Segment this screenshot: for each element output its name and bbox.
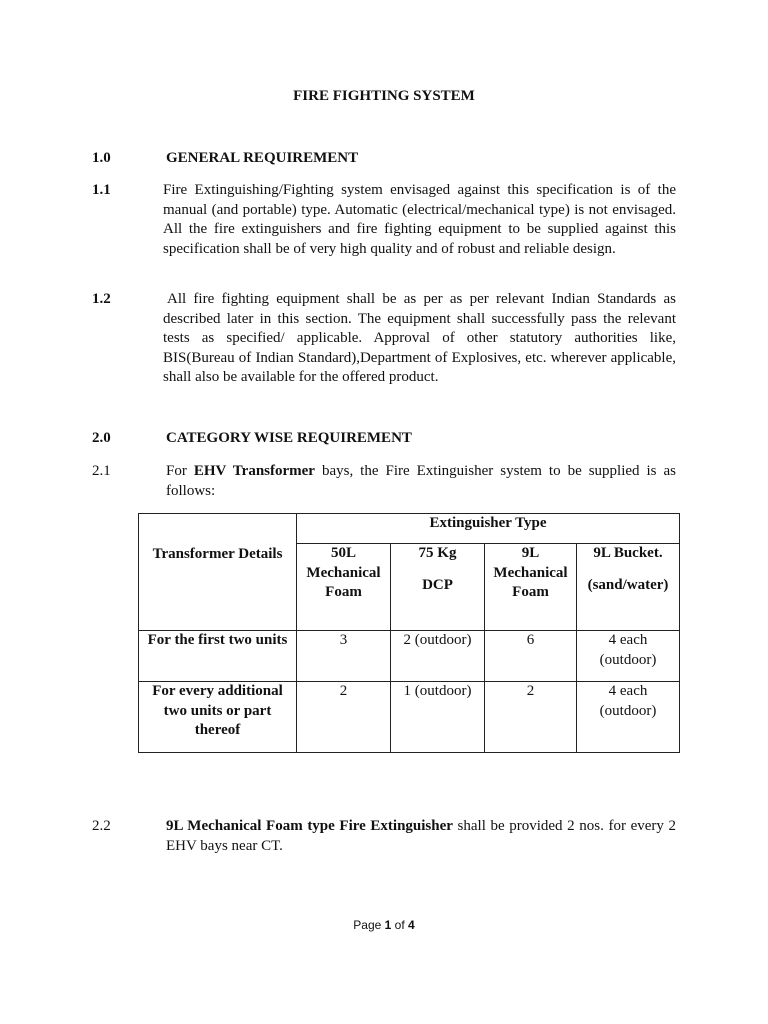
col-header-line: Mechanical bbox=[493, 564, 568, 581]
col-header-line: (sand/water) bbox=[587, 576, 669, 593]
footer-middle: of bbox=[391, 918, 409, 932]
footer-page-total: 4 bbox=[408, 918, 415, 932]
table-cell: 2 bbox=[485, 682, 577, 753]
section-heading: CATEGORY WISE REQUIREMENT bbox=[166, 430, 412, 446]
column-header-cell bbox=[485, 544, 577, 631]
clause-number: 1.2 bbox=[92, 291, 111, 307]
col-header-line: 50L bbox=[330, 545, 356, 561]
footer-page-number: 1 bbox=[384, 918, 392, 932]
col-header-line: DCP bbox=[422, 576, 453, 593]
table-cell: 4 each (outdoor) bbox=[577, 631, 680, 682]
extinguisher-table bbox=[138, 513, 680, 753]
section-number: 2.0 bbox=[92, 430, 111, 446]
table-cell: 1 (outdoor) bbox=[391, 682, 485, 753]
clause-number: 1.1 bbox=[92, 182, 111, 198]
clause-text bbox=[166, 817, 676, 856]
clause-text-suffix: shall be provided 2 nos. for every 2 EHV bays near CT. bbox=[166, 818, 676, 854]
col-header-line: Mechanical bbox=[306, 564, 381, 581]
document-title: FIRE FIGHTING SYSTEM bbox=[293, 88, 475, 104]
clause-number: 2.2 bbox=[92, 818, 111, 834]
clause-text bbox=[166, 462, 676, 501]
footer-prefix: Page bbox=[353, 918, 385, 932]
clause-text-suffix: bays, the Fire Extinguisher system to be supplied is as follows: bbox=[166, 463, 676, 499]
table-cell: 4 each (outdoor) bbox=[577, 682, 680, 753]
section-heading: GENERAL REQUIREMENT bbox=[166, 150, 359, 166]
table-row bbox=[139, 514, 680, 544]
table-row bbox=[139, 682, 680, 753]
col-header-line: Foam bbox=[325, 584, 362, 600]
col-header-line: 75 Kg bbox=[418, 545, 457, 561]
table-cell: 2 (outdoor) bbox=[391, 631, 485, 682]
row-label-cell: For every additional two units or part thereof bbox=[139, 682, 297, 753]
column-header-cell bbox=[577, 544, 680, 631]
clause-text: Fire Extinguishing/Fighting system envisaged against this specification is of the manual (and portable) type. Automatic (electrical/mechanical type) is not envisaged. All the fire extinguishers and fire fighting equipment to be supplied against this specification shall be of very high quality and of robust and reliable design. bbox=[163, 182, 676, 257]
column-header-cell bbox=[297, 544, 391, 631]
clause-text: All fire fighting equipment shall be as per as per relevant Indian Standards as described later in this section. The equipment shall successfully pass the relevant tests as specified/ applicable. Approval of other statutory authorities like, BIS(Bureau of Indian Standard),Department of Explosives, etc. wherever applicable, shall also be available for the offered product. bbox=[163, 291, 676, 385]
row-header-cell: Transformer Details bbox=[139, 514, 297, 631]
column-header-cell bbox=[391, 544, 485, 631]
table-cell: 6 bbox=[485, 631, 577, 682]
col-header-line: Foam bbox=[512, 584, 549, 600]
group-header-cell: Extinguisher Type bbox=[297, 514, 680, 544]
clause-text-bold: EHV Transformer bbox=[193, 463, 315, 479]
col-header-line: 9L Bucket. bbox=[593, 545, 663, 561]
page-footer bbox=[0, 918, 768, 932]
clause-text-bold: 9L Mechanical Foam type Fire Extinguisher bbox=[166, 818, 453, 834]
row-label-cell: For the first two units bbox=[139, 631, 297, 682]
col-header-line: 9L bbox=[521, 545, 540, 561]
table-cell: 2 bbox=[297, 682, 391, 753]
table-cell: 3 bbox=[297, 631, 391, 682]
table-row bbox=[139, 631, 680, 682]
section-number: 1.0 bbox=[92, 150, 111, 166]
clause-number: 2.1 bbox=[92, 463, 111, 479]
clause-text-prefix: For bbox=[166, 463, 194, 479]
